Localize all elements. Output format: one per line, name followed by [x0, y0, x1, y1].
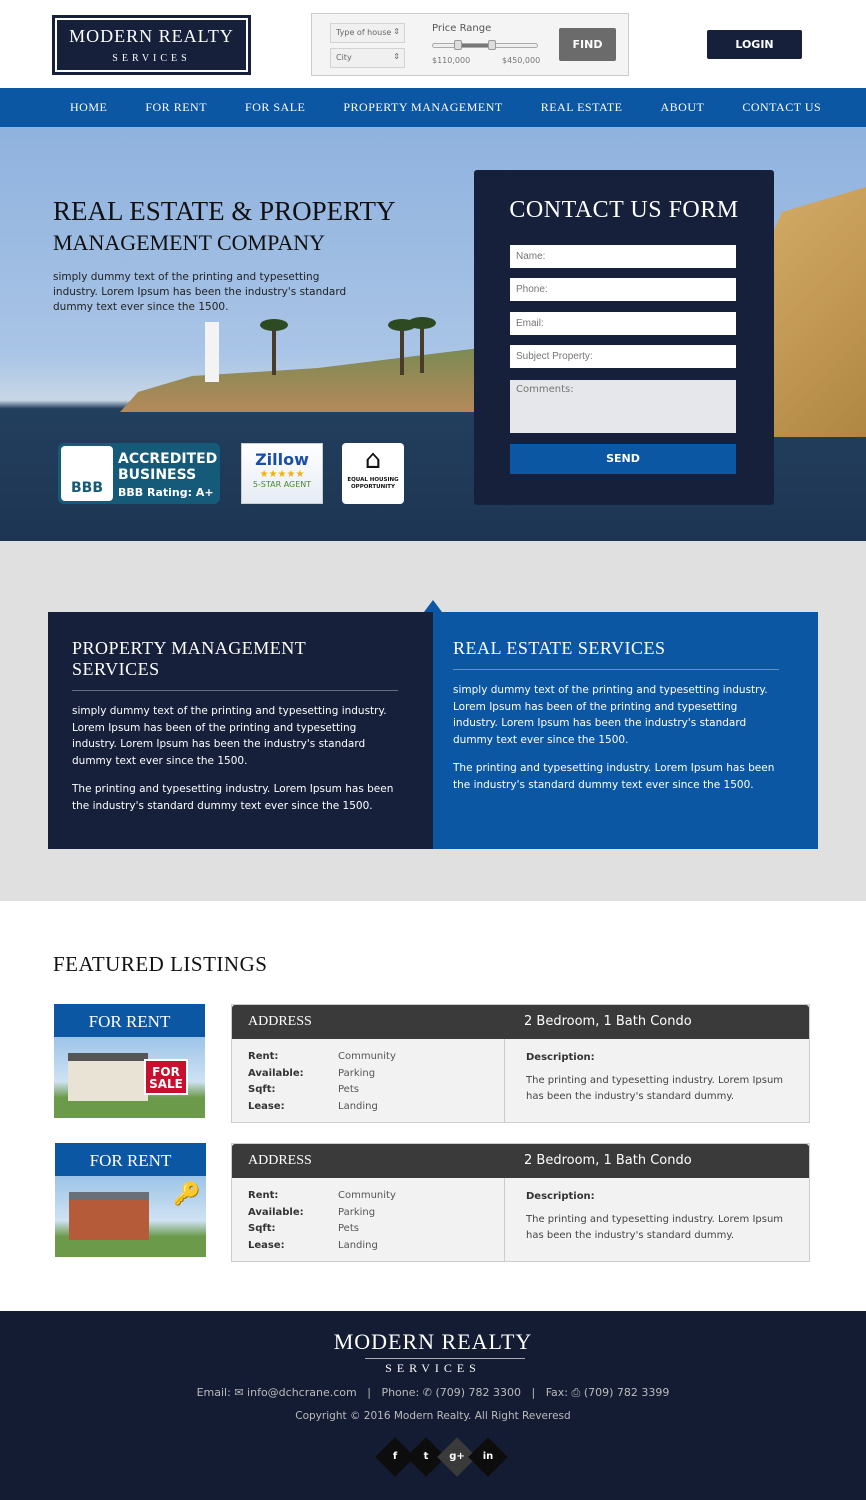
bbb-rating: BBB Rating: A+ [118, 486, 214, 499]
equal-housing-badge [342, 443, 404, 504]
listing-photo [55, 1176, 206, 1257]
listing-photo [54, 1037, 205, 1118]
footer [0, 1311, 866, 1500]
linkedin-glyph: in [482, 1451, 494, 1462]
service-text: simply dummy text of the printing and typesetting industry. Lorem Ipsum has been of the printing and typesetting industry. Lorem Ipsum has been the industry's standard dummy text ever since the 1500. [453, 684, 768, 746]
detail-value: Pets [338, 1223, 359, 1235]
equal-housing-icon: ⌂ [364, 445, 382, 475]
comments-field[interactable] [510, 380, 736, 433]
key-icon: 🔑 [173, 1182, 201, 1207]
listing-type: 2 Bedroom, 1 Bath Condo [524, 1153, 692, 1168]
featured-listings-title: FEATURED LISTINGS [53, 952, 268, 976]
nav-real-estate[interactable]: REAL ESTATE [540, 100, 623, 114]
real-estate-box [433, 612, 818, 849]
separator: | [367, 1386, 371, 1399]
find-button[interactable]: FIND [559, 28, 616, 61]
zillow-badge[interactable] [241, 443, 323, 504]
listing-tag-label: FOR RENT [89, 1151, 172, 1170]
detail-key: Rent: [248, 1051, 279, 1062]
footer-logo-subtitle: SERVICES [385, 1361, 481, 1375]
send-button[interactable]: SEND [510, 444, 736, 474]
service-title: PROPERTY MANAGEMENT SERVICES [72, 638, 398, 691]
palm-tree-image [272, 327, 276, 375]
palm-tree-image [400, 327, 404, 375]
logo[interactable] [53, 16, 250, 74]
nav-property-management[interactable]: PROPERTY MANAGEMENT [343, 100, 503, 114]
detail-key: Lease: [248, 1100, 285, 1112]
hero-title-line1: REAL ESTATE & PROPERTY [53, 196, 396, 226]
service-text: The printing and typesetting industry. Lorem Ipsum has been the industry's standard dummy text ever since the 1500. [72, 783, 394, 812]
city-select[interactable]: City ⇕ [330, 48, 405, 68]
facebook-glyph: f [392, 1451, 398, 1462]
service-title: REAL ESTATE SERVICES [453, 638, 779, 670]
listing-card[interactable] [231, 1004, 810, 1123]
hero-banner [0, 127, 866, 541]
nav-for-rent[interactable]: FOR RENT [145, 100, 208, 114]
envelope-icon: ✉ [234, 1386, 244, 1399]
name-field[interactable] [510, 245, 736, 268]
nav-contact-us[interactable]: CONTACT US [742, 100, 822, 114]
hero-text: simply dummy text of the printing and typesetting industry. Lorem Ipsum has been the industry's standard dummy text ever since the 1500. [53, 271, 347, 313]
bbb-badge[interactable] [58, 443, 220, 504]
listing-address: ADDRESS [248, 1014, 312, 1029]
printer-icon: ⎙ [571, 1386, 581, 1399]
listing-card[interactable] [231, 1143, 810, 1262]
coastline-image [120, 332, 480, 412]
detail-key: Sqft: [248, 1223, 276, 1235]
listing-details [248, 1188, 396, 1254]
slider-fill [458, 44, 492, 47]
contact-form-title: CONTACT US FORM [509, 197, 739, 223]
service-text: The printing and typesetting industry. Lorem Ipsum has been the industry's standard dummy text ever since the 1500. [453, 762, 775, 791]
social-links [381, 1443, 505, 1471]
slider-max-handle[interactable] [488, 40, 496, 50]
nav-about[interactable]: ABOUT [660, 100, 705, 114]
price-range-slider[interactable] [432, 43, 538, 48]
listing-tag-label: FOR RENT [88, 1012, 171, 1031]
main-nav [0, 88, 866, 127]
detail-value: Pets [338, 1084, 359, 1096]
hero-title-line2: MANAGEMENT COMPANY [53, 230, 325, 255]
property-management-box [48, 612, 433, 849]
house-image [68, 1053, 148, 1101]
footer-contact [0, 1386, 866, 1400]
detail-value: Landing [338, 1239, 378, 1251]
star-rating-icon: ★★★★★ [259, 469, 305, 480]
description-text: The printing and typesetting industry. Lorem Ipsum has been the industry's standard dummy. [526, 1213, 784, 1242]
equal-housing-text: EQUAL HOUSING OPPORTUNITY [347, 477, 399, 490]
detail-value: Landing [338, 1100, 378, 1112]
price-range-label: Price Range [432, 23, 492, 34]
detail-key: Rent: [248, 1190, 279, 1201]
listing-details [248, 1049, 396, 1115]
detail-value: Parking [338, 1206, 376, 1218]
palm-tree-image [420, 325, 424, 373]
logo-subtitle: SERVICES [112, 53, 191, 64]
listing-tag[interactable] [55, 1143, 206, 1257]
service-text: simply dummy text of the printing and typesetting industry. Lorem Ipsum has been of the printing and typesetting industry. Lorem Ipsum has been the industry's standard dummy text ever since the 1500. [72, 705, 387, 767]
nav-for-sale[interactable]: FOR SALE [245, 100, 306, 114]
login-button[interactable]: LOGIN [707, 30, 802, 59]
fax-number: (709) 782 3399 [583, 1386, 670, 1399]
separator: | [531, 1386, 536, 1399]
footer-logo-title: MODERN REALTY [333, 1329, 533, 1354]
google-plus-glyph: g+ [449, 1451, 465, 1462]
lighthouse-image [205, 322, 219, 382]
description-label: Description: [526, 1052, 595, 1063]
description-label: Description: [526, 1191, 595, 1202]
twitter-glyph: t [423, 1451, 429, 1462]
detail-value: Community [338, 1190, 396, 1201]
email-label: Email: [196, 1386, 231, 1399]
for-sale-sign: FOR SALE [144, 1059, 188, 1095]
subject-property-field[interactable] [510, 345, 736, 368]
nav-home[interactable]: HOME [70, 100, 108, 114]
phone-icon: ✆ [422, 1386, 432, 1399]
price-min: $110,000 [432, 56, 471, 65]
house-image [69, 1192, 149, 1240]
listing-address: ADDRESS [248, 1153, 312, 1168]
zillow-subtitle: 5-STAR AGENT [252, 480, 312, 489]
logo-title: MODERN REALTY [69, 26, 234, 46]
phone-field[interactable] [510, 278, 736, 301]
detail-key: Available: [248, 1067, 304, 1079]
linkedin-icon[interactable] [468, 1437, 508, 1477]
detail-key: Sqft: [248, 1084, 276, 1096]
phone-label: Phone: [381, 1386, 420, 1399]
phone-number: (709) 782 3300 [435, 1386, 522, 1399]
zillow-logo: Zillow [255, 450, 309, 469]
fax-label: Fax: [545, 1386, 569, 1399]
copyright: Copyright © 2016 Modern Realty. All Right Reveresd [295, 1410, 571, 1422]
listing-tag[interactable] [54, 1004, 205, 1118]
detail-key: Lease: [248, 1239, 285, 1251]
contact-form [474, 170, 774, 505]
email-field[interactable] [510, 312, 736, 335]
detail-value: Community [338, 1051, 396, 1062]
email-link[interactable]: info@dchcrane.com [247, 1386, 357, 1399]
hero-title [53, 195, 395, 259]
property-search [311, 13, 629, 76]
listing-type: 2 Bedroom, 1 Bath Condo [524, 1014, 692, 1029]
bbb-title: ACCREDITED BUSINESS [118, 451, 218, 483]
description-text: The printing and typesetting industry. Lorem Ipsum has been the industry's standard dummy. [526, 1074, 784, 1103]
bbb-torch-icon: BBB [61, 446, 113, 501]
detail-key: Available: [248, 1206, 304, 1218]
pointer-arrow [424, 600, 442, 612]
slider-min-handle[interactable] [454, 40, 462, 50]
detail-value: Parking [338, 1067, 376, 1079]
type-of-house-select[interactable]: Type of house ⇕ [330, 23, 405, 43]
footer-logo-divider [365, 1358, 525, 1359]
price-max: $450,000 [502, 56, 541, 65]
